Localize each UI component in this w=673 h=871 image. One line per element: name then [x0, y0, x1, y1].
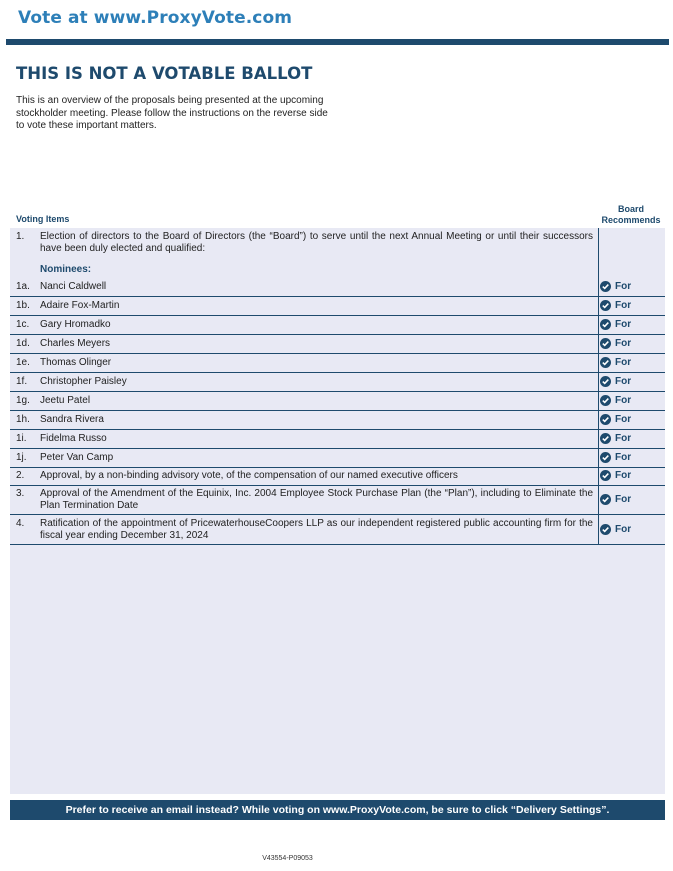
nominee-name: Fidelma Russo — [40, 433, 107, 444]
board-recommendation — [600, 357, 631, 368]
proposal-number: 1h. — [16, 414, 30, 425]
check-circle-icon — [600, 319, 611, 330]
proposal-row — [10, 468, 665, 486]
nominee-name: Christopher Paisley — [40, 376, 127, 387]
proposal-number: 3. — [16, 488, 25, 499]
board-recommendation — [600, 494, 631, 505]
recommendation-label: For — [615, 494, 632, 505]
recommendation-label: For — [615, 376, 632, 387]
nominee-row — [10, 411, 665, 430]
recommendation-label: For — [615, 414, 632, 425]
proposal-number: 1. — [16, 231, 25, 242]
check-circle-icon — [600, 357, 611, 368]
page-title: THIS IS NOT A VOTABLE BALLOT — [16, 64, 313, 83]
nominee-name: Peter Van Camp — [40, 452, 114, 463]
proposal-number: 1i. — [16, 433, 27, 444]
nominee-row — [10, 354, 665, 373]
proposal-text: Election of directors to the Board of Directors (the “Board”) to serve until the next Annual Meeting or until their successors have been duly elected and qualified: — [40, 231, 593, 254]
nominee-name: Jeetu Patel — [40, 395, 91, 406]
check-circle-icon — [600, 452, 611, 463]
recommendation-label: For — [615, 338, 632, 349]
recommendation-label: For — [615, 524, 632, 535]
intro-text: This is an overview of the proposals being presented at the upcoming stockholder meeting. Please follow the instructions on the reverse side to vote these important matters. — [16, 95, 328, 131]
check-circle-icon — [600, 433, 611, 444]
recommendation-label: For — [615, 433, 632, 444]
proposal-number: 1d. — [16, 338, 30, 349]
check-circle-icon — [600, 281, 611, 292]
proxyvote-link[interactable]: Vote at www.ProxyVote.com — [18, 8, 293, 28]
board-recommendation — [600, 414, 631, 425]
nominee-row — [10, 449, 665, 468]
proposal-number: 1a. — [16, 281, 30, 292]
delivery-settings-banner: Prefer to receive an email instead? While voting on www.ProxyVote.com, be sure to click “Delivery Settings”. — [10, 800, 665, 820]
check-circle-icon — [600, 524, 611, 535]
board-recommendation — [600, 376, 631, 387]
proposal-text: Approval of the Amendment of the Equinix, Inc. 2004 Employee Stock Purchase Plan (the “Plan”), including to Eliminate the Plan Termination Date — [40, 488, 593, 511]
nominee-row — [10, 278, 665, 297]
nominee-row — [10, 392, 665, 411]
proposal-number: 1j. — [16, 452, 27, 463]
nominee-row — [10, 316, 665, 335]
check-circle-icon — [600, 494, 611, 505]
proposal-row — [10, 486, 665, 515]
board-recommends-line2: Recommends — [601, 215, 661, 225]
board-recommendation — [600, 395, 631, 406]
proposal-number: 4. — [16, 518, 25, 529]
proposal-text: Approval, by a non-binding advisory vote, of the compensation of our named executive officers — [40, 470, 458, 481]
proposal-number: 2. — [16, 470, 25, 481]
nominee-name: Charles Meyers — [40, 338, 111, 349]
recommendation-label: For — [615, 357, 632, 368]
nominee-name: Thomas Olinger — [40, 357, 112, 368]
recommendation-label: For — [615, 281, 632, 292]
nominees-label: Nominees: — [40, 264, 92, 275]
proposal-number: 1f. — [16, 376, 28, 387]
board-recommendation — [600, 300, 631, 311]
board-recommends-header — [598, 204, 664, 226]
proposal-text: Ratification of the appointment of PricewaterhouseCoopers LLP as our independent registered public accounting firm for the fiscal year ending December 31, 2024 — [40, 518, 593, 541]
check-circle-icon — [600, 414, 611, 425]
board-recommends-line1: Board — [617, 204, 644, 214]
nominee-name: Adaire Fox-Martin — [40, 300, 120, 311]
nominee-row — [10, 430, 665, 449]
recommendation-label: For — [615, 319, 632, 330]
board-recommendation — [600, 524, 631, 535]
document-code: V43554-P09053 — [262, 855, 313, 862]
nominee-row — [10, 373, 665, 392]
board-recommendation — [600, 433, 631, 444]
recommendation-label: For — [615, 452, 632, 463]
nominee-row — [10, 335, 665, 354]
proposal-row — [10, 515, 665, 545]
proposal-row — [10, 231, 665, 261]
proposal-number: 1c. — [16, 319, 30, 330]
check-circle-icon — [600, 300, 611, 311]
nominee-name: Gary Hromadko — [40, 319, 111, 330]
recommendation-label: For — [615, 395, 632, 406]
board-recommendation — [600, 470, 631, 481]
check-circle-icon — [600, 470, 611, 481]
nominee-row — [10, 297, 665, 316]
nominee-name: Nanci Caldwell — [40, 281, 107, 292]
check-circle-icon — [600, 395, 611, 406]
nominee-name: Sandra Rivera — [40, 414, 104, 425]
header-divider — [6, 39, 669, 45]
check-circle-icon — [600, 376, 611, 387]
check-circle-icon — [600, 338, 611, 349]
board-recommendation — [600, 281, 631, 292]
board-recommendation — [600, 452, 631, 463]
voting-items-header: Voting Items — [16, 214, 70, 224]
board-recommendation — [600, 338, 631, 349]
recommendation-label: For — [615, 300, 632, 311]
board-recommendation — [600, 319, 631, 330]
proposal-number: 1e. — [16, 357, 30, 368]
proposal-number: 1g. — [16, 395, 30, 406]
proposal-number: 1b. — [16, 300, 30, 311]
recommendation-label: For — [615, 470, 632, 481]
